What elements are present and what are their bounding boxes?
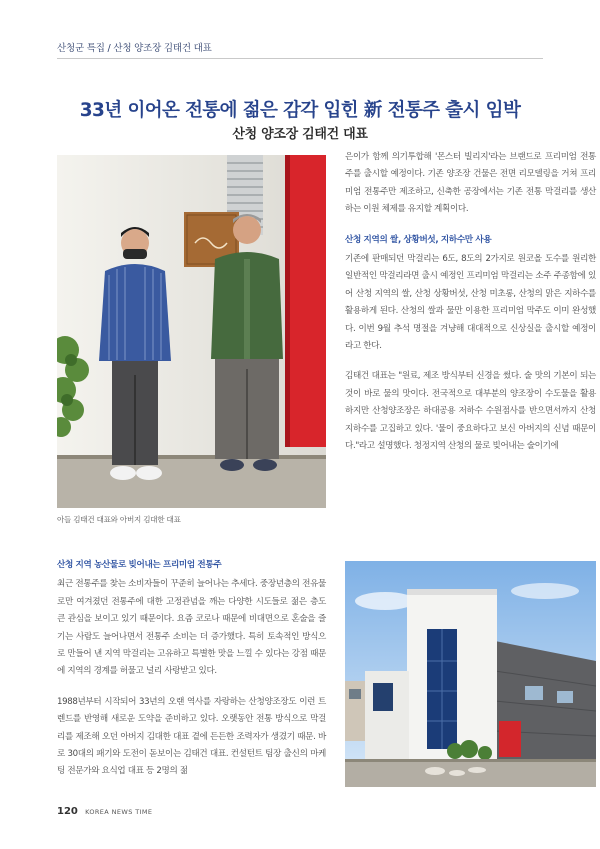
left-paragraph-1: 최근 전통주를 찾는 소비자들이 꾸준히 늘어나는 추세다. 중장년층의 전유물로만 여겨졌던 전통주에 대한 고정관념을 깨는 다양한 시도들로 젊은 층도 큰 관심을 보이고 있기 때문이다. 요즘 코로나 때문에 비대면으로 혼술을 즐기는 사람도 늘어나면서 전통주 소비는 더 증가했다. 특히 토속적인 방식으로 만들어 낸 지역 막걸리는 고유하고 특별한 맛을 느낄 수 있다는 강점 때문에 지역의 경계를 허물고 널리 사랑받고 있다. bbox=[57, 579, 326, 677]
brewery-building-photo bbox=[345, 561, 596, 787]
header-divider bbox=[57, 58, 543, 59]
right-paragraph-2: 김태건 대표는 "원료, 제조 방식부터 신경을 썼다. 술 맛의 기본이 되는 것이 바로 물의 맛이다. 전국적으로 대부분의 양조장이 수도물을 활용하지만 산청양조장은 하대공용 저하수 수원점사를 반으면서까지 산청 지하수를 고집하고 있다. '물이 중요하다고 보신 아버지의 신념 때문이다."라고 설명했다. 청정지역 산청의 물로 빚어내는 술이기에 bbox=[345, 371, 596, 452]
right-section-heading: 산청 지역의 쌀, 상황버섯, 지하수만 사용 bbox=[345, 234, 492, 245]
right-column bbox=[345, 149, 596, 456]
portrait-photo bbox=[57, 155, 326, 508]
page-footer bbox=[57, 806, 152, 817]
right-intro-paragraph: 은이가 함께 의기투합해 '몬스터 빌리지'라는 브랜드로 프리미엄 전통주를 출시할 예정이다. 기존 양조장 건물은 전면 리모델링을 거쳐 프리미엄 전통주만 제조하고, 신축한 공장에서는 기존 전통 막걸리를 생산하는 이원 체제를 유지할 계획이다. bbox=[345, 152, 596, 215]
magazine-name: KOREA NEWS TIME bbox=[85, 808, 153, 816]
article-title: 33년 이어온 전통에 젊은 감각 입힌 新 전통주 출시 임박 bbox=[79, 100, 521, 121]
article-subtitle: 산청 양조장 김태건 대표 bbox=[232, 127, 368, 142]
left-paragraph-2: 1988년부터 시작되어 33년의 오랜 역사를 자랑하는 산청양조장도 이런 트렌드를 반영해 새로운 도약을 준비하고 있다. 오랫동안 전통 방식으로 막걸리를 제조해 오던 아버지 김대한 대표 곁에 든든한 조력자가 생겼기 때문. 바로 30대의 패기와 도전이 돋보이는 김태건 대표. 컨설턴트 팀장 출신의 마케팅 전문가와 요식업 대표 등 2명의 젊 bbox=[57, 696, 326, 777]
right-paragraph-1: 기존에 판매되던 막걸리는 6도, 8도의 2가지로 원코올 도수를 원리한 일반적인 막걸리라면 출시 예정인 프리미엄 막걸리는 소주 주종함에 있어 산청 지역의 쌀, 산청 상황버섯, 산청 미초롱, 산청의 맑은 지하수를 활용하게 된다. 산청의 쌀과 물만 이용한 프리미엄 막주도 이미 완성했다. 이번 9월 추석 명절을 겨냥해 대대적으로 신상실을 출시할 예정이라고 한다. bbox=[345, 254, 596, 352]
photo-caption: 아들 김태건 대표와 아버지 김대한 대표 bbox=[57, 515, 181, 524]
page-number: 120 bbox=[57, 806, 78, 817]
left-section-heading: 산청 지역 농산물로 빚어내는 프리미엄 전통주 bbox=[57, 560, 222, 570]
left-column bbox=[57, 557, 326, 781]
section-tag: 산청군 특집 / 산청 양조장 김태건 대표 bbox=[57, 43, 212, 54]
